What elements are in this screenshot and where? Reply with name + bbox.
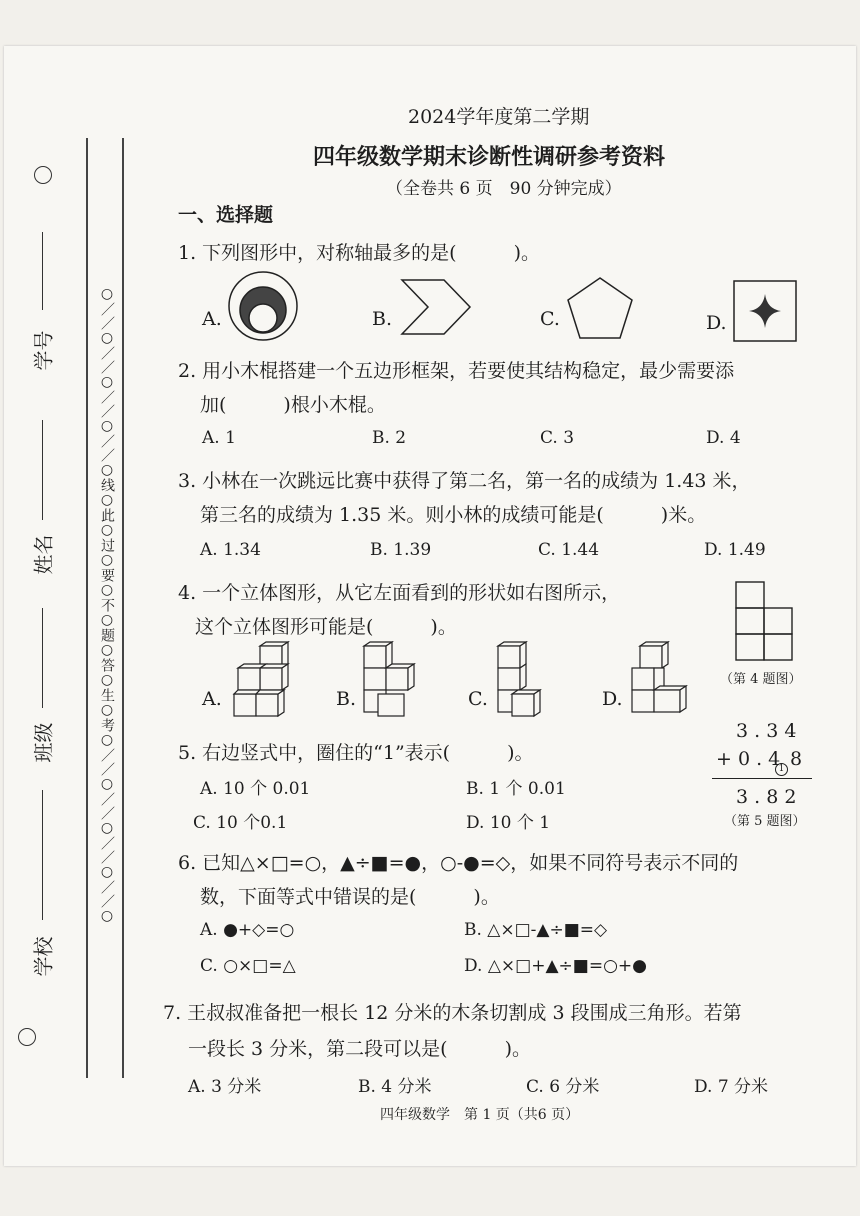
q7-line1: 7. 王叔叔准备把一根长 12 分米的木条切割成 3 段围成三角形。若第 — [163, 1002, 742, 1024]
q7-option-a: A. 3 分米 — [188, 1077, 262, 1097]
q3-line1: 3. 小林在一次跳远比赛中获得了第二名，第一名的成绩为 1.43 米， — [178, 470, 751, 492]
chevron-figure — [400, 278, 472, 336]
q6-line1: 6. 已知△×□=○，▲÷■=●，○-●=◇，如果不同符号表示不同的 — [178, 852, 739, 874]
q7-option-b: B. 4 分米 — [358, 1077, 432, 1097]
name-label: 姓名 — [31, 534, 56, 575]
q7-line2: 一段长 3 分米，第二段可以是( )。 — [188, 1038, 531, 1060]
solid-figure-a — [230, 642, 300, 720]
school-label: 学校 — [31, 936, 56, 977]
carry-digit-circled: 1 — [775, 763, 788, 776]
q5-option-b: B. 1 个 0.01 — [466, 779, 566, 799]
q2-option-a: A. 1 — [202, 428, 236, 448]
q4-option-a: A. — [202, 688, 222, 710]
q5-option-d: D. 10 个 1 — [466, 813, 551, 833]
q1-option-c: C. — [540, 308, 560, 330]
binding-hole-top — [34, 166, 52, 184]
q1-stem: 1. 下列图形中，对称轴最多的是( )。 — [178, 242, 540, 264]
solid-figure-d — [628, 642, 692, 720]
q1-option-b: B. — [372, 308, 393, 330]
pentagon-figure — [566, 276, 634, 340]
q6-option-d: D. △×□+▲÷■=○+● — [464, 956, 647, 976]
school-line — [42, 790, 43, 920]
class-line — [42, 608, 43, 708]
q4-line1: 4. 一个立体图形，从它左面看到的形状如右图所示， — [178, 582, 621, 604]
q2-line1: 2. 用小木棍搭建一个五边形框架，若要使其结构稳定，最少需要添 — [178, 360, 735, 382]
q2-option-d: D. 4 — [706, 428, 741, 448]
addend-2: + 0 . 4 — [716, 748, 781, 770]
student-no-line — [42, 232, 43, 310]
q3-line2: 第三名的成绩为 1.35 米。则小林的成绩可能是( )米。 — [200, 504, 707, 526]
q2-line2: 加( )根小木棍。 — [200, 394, 386, 416]
q5-option-a: A. 10 个 0.01 — [200, 779, 311, 799]
q1-option-a: A. — [202, 308, 222, 330]
solid-figure-c — [494, 642, 550, 720]
q3-option-a: A. 1.34 — [200, 540, 261, 560]
q2-option-c: C. 3 — [540, 428, 575, 448]
q6-option-c: C. ○×□=△ — [200, 956, 296, 976]
star-in-square-figure — [733, 280, 797, 342]
solid-figure-b — [360, 642, 416, 720]
seal-border-right — [122, 138, 124, 1078]
addend-1: 3 . 3 4 — [736, 720, 797, 742]
left-view-figure — [734, 580, 794, 664]
page-footer: 四年级数学 第 1 页（共6 页） — [380, 1107, 580, 1123]
q3-option-c: C. 1.44 — [538, 540, 600, 560]
q4-option-b: B. — [336, 688, 357, 710]
q4-line2: 这个立体图形可能是( )。 — [195, 616, 457, 638]
class-label: 班级 — [31, 722, 56, 763]
q6-line2: 数，下面等式中错误的是( )。 — [200, 886, 500, 908]
q5-caption: （第 5 题图） — [724, 814, 806, 829]
nested-circles-figure — [227, 270, 299, 342]
q6-option-b: B. △×□-▲÷■=◇ — [464, 920, 608, 940]
name-line — [42, 420, 43, 520]
q4-option-d: D. — [602, 688, 623, 710]
seal-border-left — [86, 138, 88, 1078]
q6-option-a: A. ●+◇=○ — [200, 920, 295, 940]
sum-result: 3 . 8 2 — [736, 786, 797, 808]
q3-option-d: D. 1.49 — [704, 540, 766, 560]
page-title: 四年级数学期末诊断性调研参考资料 — [313, 144, 666, 170]
binding-hole-bottom — [18, 1028, 36, 1046]
q3-option-b: B. 1.39 — [370, 540, 432, 560]
sum-rule — [712, 778, 812, 779]
q1-option-d: D. — [706, 312, 727, 334]
addend-2-last-digit: 8 — [790, 748, 803, 770]
exam-note: （全卷共 6 页 90 分钟完成） — [386, 179, 622, 199]
q4-option-c: C. — [468, 688, 488, 710]
q7-option-c: C. 6 分米 — [526, 1077, 600, 1097]
q4-caption: （第 4 题图） — [720, 672, 802, 687]
section-heading: 一、选择题 — [178, 204, 274, 226]
q5-option-c: C. 10 个0.1 — [193, 813, 288, 833]
seal-line-text: ○／／○／／○／／○／／○线○此○过○要○不○题○答○生○考○／／○／／○／／○／／○ — [99, 286, 115, 924]
q5-stem: 5. 右边竖式中，圈住的“1”表示( )。 — [178, 742, 534, 764]
student-no-label: 学号 — [31, 330, 56, 371]
year-term: 2024学年度第二学期 — [408, 106, 590, 128]
q2-option-b: B. 2 — [372, 428, 407, 448]
q7-option-d: D. 7 分米 — [694, 1077, 769, 1097]
